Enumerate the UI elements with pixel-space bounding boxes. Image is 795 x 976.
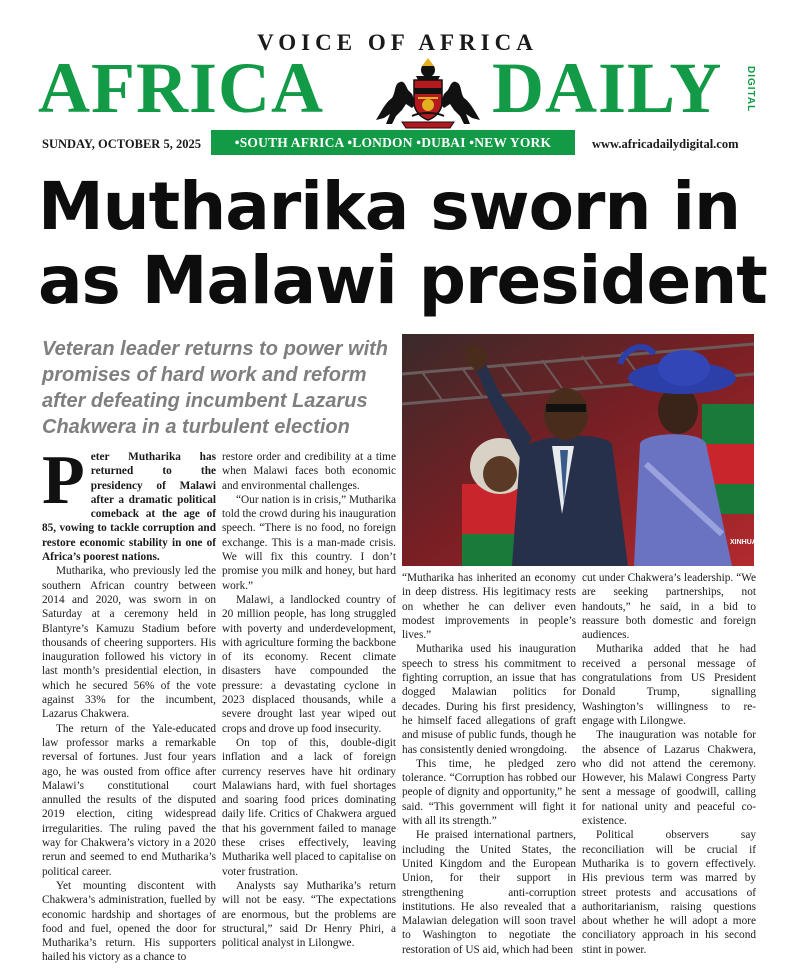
article-paragraph: Yet mounting discontent with Chakwera’s administration, fuelled by economic hardship and shortages of food and fuel, opened the door for Mutharika’s return. His supporters hailed his victory as a chance to: [42, 879, 216, 964]
brand-digital-label: DIGITAL: [745, 66, 756, 113]
article-paragraph: This time, he pledged zero tolerance. “Corruption has robbed our people of dignity and opportunity,” he said. “This government will fight it with all its strength.”: [402, 757, 576, 828]
article-column-3: [402, 571, 576, 957]
website-link[interactable]: www.africadailydigital.com: [592, 137, 739, 151]
article-paragraph: Mutharika, who previously led the southern African country between 2014 and 2020, was sworn in on Saturday at a ceremony held in Blantyre’s Kamuzu Stadium before thousands of cheering supporters. His inauguration followed his victory in last month’s presidential election, in which he secured 56% of the vote against 33% for the incumbent, Lazarus Chakwera.: [42, 565, 216, 721]
article-column-4: [582, 571, 756, 957]
article-lead: [42, 442, 216, 564]
article-paragraph: Analysts say Mutharika’s return will not be easy. “The expectations are enormous, but the problems are structural,” said Dr Henry Phiri, a political analyst in Lilongwe.: [222, 879, 396, 950]
brand-name-right: DAILY: [492, 48, 723, 128]
brand-name-left: AFRICA: [38, 48, 324, 128]
article-column-1: [42, 442, 216, 965]
headline-deck: Veteran leader returns to power with promises of hard work and reform after defeating incumbent Lazarus Chakwera in a turbulent election: [42, 338, 389, 438]
article-paragraph: “Mutharika has inherited an economy in deep distress. His legitimacy rests on whether he can deliver even modest improvements in people’s lives.”: [402, 572, 576, 642]
article-paragraph: On top of this, double-digit inflation and a lack of foreign currency reserves have hit ordinary Malawians hard, with fuel shortages and soaring food prices dominating daily life. Critics of Chakwera argued that his government failed to manage these crises effectively, leaving Mutharika well placed to capitalise on voter frustration.: [222, 736, 396, 878]
article-paragraph: Malawi, a landlocked country of 20 million people, has long struggled with poverty and underdevelopment, with agriculture forming the backbone of its economy. Recent climate disasters have compounded the pressure: a devastating cyclone in 2023 displaced thousands, while a severe drought last year wiped out crops and drove up food insecurity.: [222, 593, 396, 735]
article-paragraph: The inauguration was notable for the absence of Lazarus Chakwera, who did not attend the ceremony. However, his Malawi Congress Party sent a message of goodwill, calling for national unity and peaceful co-existence.: [582, 729, 756, 828]
article-paragraph: The return of the Yale-educated law professor marks a remarkable reversal of fortunes. Just four years ago, he was ousted from office after Malawi’s constitutional court annulled the results of the disputed 2019 election, citing widespread irregularities. The ruling paved the way for Chakwera’s victory in a 2020 rerun and seemed to end Mutharika’s political career.: [42, 722, 216, 878]
issue-date: SUNDAY, OCTOBER 5, 2025: [42, 137, 201, 151]
drop-cap: P: [42, 442, 85, 519]
article-paragraph: Mutharika added that he had received a personal message of congratulations from US President Donald Trump, signalling Washington’s willingness to re-engage with Lilongwe.: [582, 643, 756, 727]
lead-paragraph: eter Mutharika has returned to the presidency of Malawi after a dramatic political comeback at the age of 85, vowing to tackle corruption and restore economic stability in one of Africa’s poorest nations.: [42, 451, 216, 564]
page-headline: Mutharika sworn in as Malawi president: [38, 168, 767, 319]
article-paragraph: restore order and credibility at a time when Malawi faces both economic and environmental challenges.: [222, 451, 396, 492]
article-column-2: [222, 450, 396, 950]
coat-of-arms-icon: [372, 58, 484, 130]
article-paragraph: He praised international partners, including the United States, the United Kingdom and the European Union, for their support in strengthening anti-corruption institutions. He also revealed that a Malawian delegation will soon travel to Washington to negotiate the restoration of US aid, which had been: [402, 829, 576, 956]
article-paragraph: cut under Chakwera’s leadership. “We are seeking partnerships, not handouts,” he said, in a bid to reassure both domestic and foreign audiences.: [582, 572, 756, 642]
inauguration-photo: [402, 334, 757, 566]
article-paragraph: Mutharika used his inauguration speech to stress his commitment to fighting corruption, an issue that has dogged Malawian politics for decades. During his first presidency, he himself faced allegations of graft and misuse of public funds, though he has consistently denied wrongdoing.: [402, 643, 576, 756]
edition-cities-bar: •SOUTH AFRICA •LONDON •DUBAI •NEW YORK: [211, 130, 575, 155]
masthead-tagline: VOICE OF AFRICA: [257, 30, 538, 55]
article-paragraph: “Our nation is in crisis,” Mutharika told the crowd during his inauguration speech. “There is no food, no foreign exchange. This is a man-made crisis. We will fix this country. I don’t promise you milk and honey, but hard work.”: [222, 493, 397, 592]
article-paragraph: Political observers say reconciliation will be crucial if Mutharika is to govern effectively. His previous term was marred by street protests and accusations of authoritarianism, raising questions about whether he will adopt a more conciliatory approach in his second stint in power.: [582, 829, 756, 956]
photo-credit: XINHUA: [730, 539, 757, 546]
